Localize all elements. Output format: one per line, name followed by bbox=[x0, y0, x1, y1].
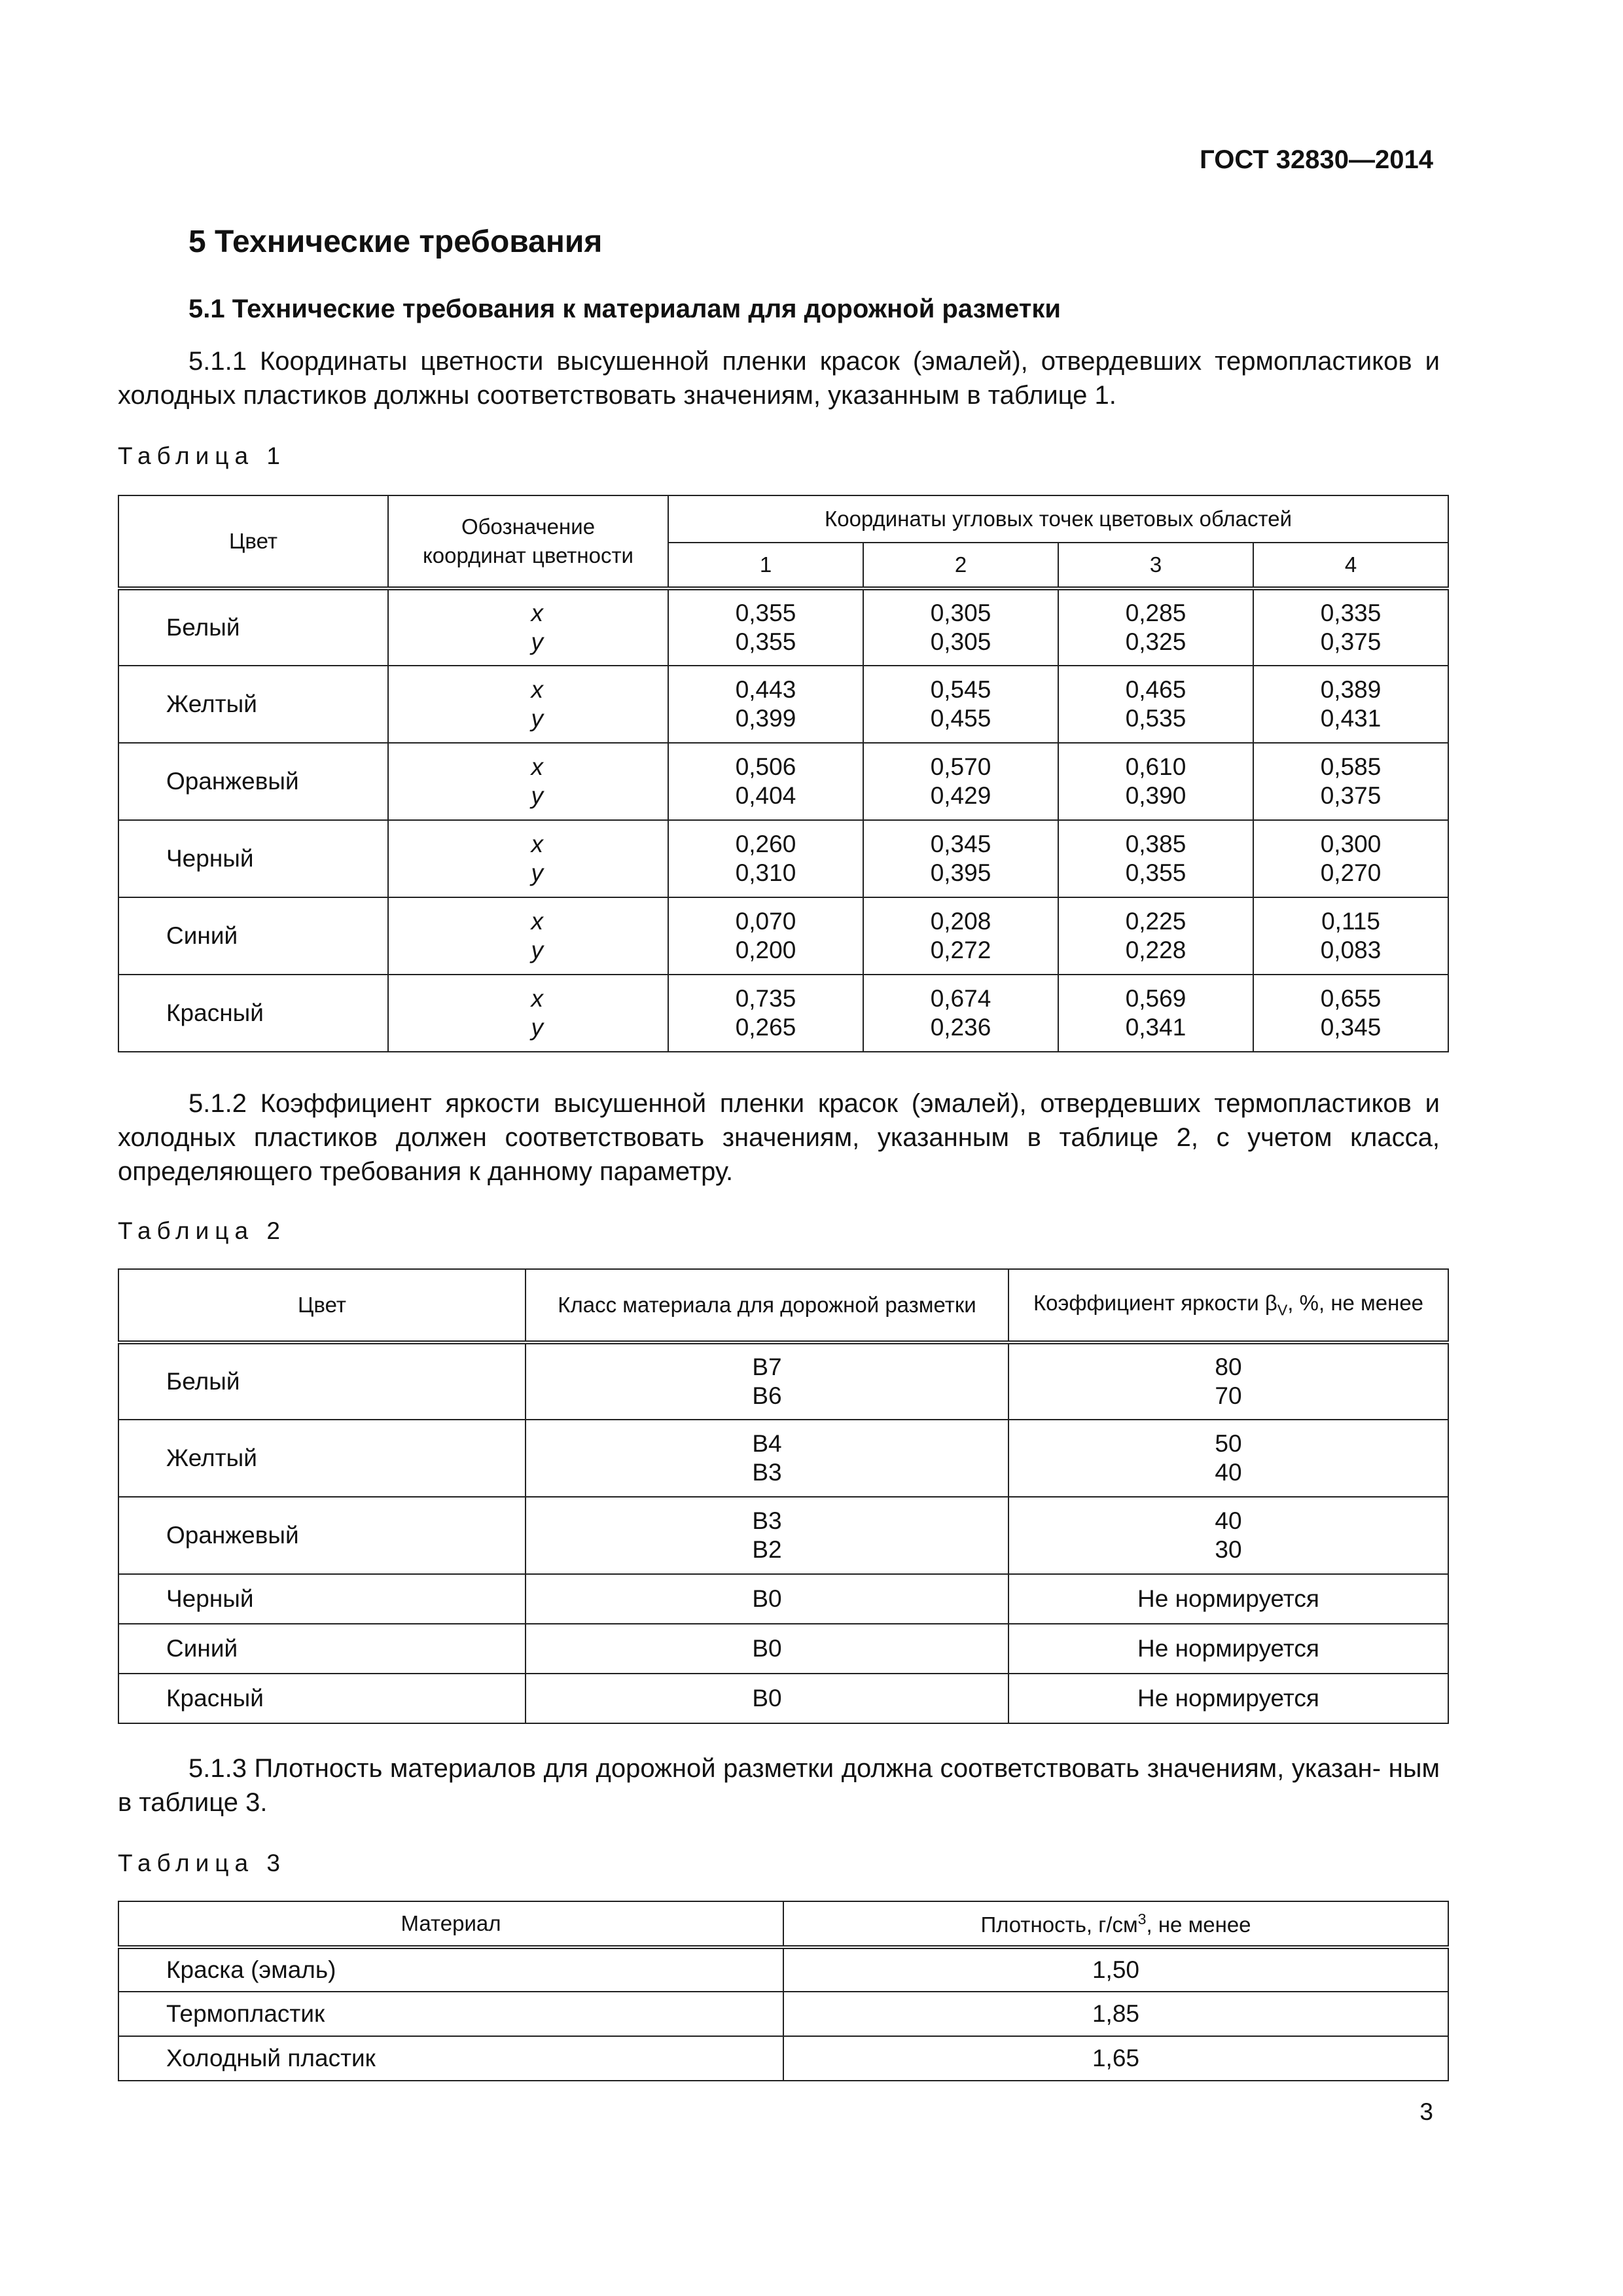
material-class: В7 В6 bbox=[526, 1342, 1008, 1420]
color-name: Желтый bbox=[118, 1420, 526, 1497]
point-4-values: 0,655 0,345 bbox=[1253, 975, 1448, 1052]
point-1-values: 0,355 0,355 bbox=[668, 588, 863, 666]
table-2-header-color: Цвет bbox=[118, 1269, 526, 1342]
table-1-header-point-4: 4 bbox=[1253, 543, 1448, 588]
table-row bbox=[118, 743, 1448, 820]
color-name: Белый bbox=[118, 1342, 526, 1420]
density-value: 1,85 bbox=[783, 1992, 1448, 2036]
table-row bbox=[118, 1574, 1448, 1624]
table-1-header-point-1: 1 bbox=[668, 543, 863, 588]
table-row bbox=[118, 1342, 1448, 1420]
axis-labels: x y bbox=[388, 666, 668, 743]
color-name: Синий bbox=[118, 1624, 526, 1674]
table-row bbox=[118, 1947, 1448, 1992]
material-name: Термопластик bbox=[118, 1992, 783, 2036]
point-1-values: 0,260 0,310 bbox=[668, 820, 863, 897]
point-3-values: 0,225 0,228 bbox=[1058, 897, 1253, 975]
table-2-header-luminance-coefficient: Коэффициент яркости $\beta_V$, %, не менее bbox=[1008, 1269, 1448, 1342]
point-3-values: 0,569 0,341 bbox=[1058, 975, 1253, 1052]
table-1-header-color: Цвет bbox=[118, 495, 388, 588]
table-row bbox=[118, 1674, 1448, 1723]
table-row bbox=[118, 897, 1448, 975]
table-row bbox=[118, 975, 1448, 1052]
color-name: Черный bbox=[118, 1574, 526, 1624]
paragraph-5-1-2: 5.1.2 Коэффициент яркости высушенной пленки красок (эмалей), отвердевших термопластиков и холодных пластиков должен соответствовать значениям, указанным в таблице 2, с учетом класса, определяющего требования к данному параметру. bbox=[118, 1089, 1440, 1186]
table-1-header-designation: Обозначение координат цветности bbox=[388, 495, 668, 588]
point-2-values: 0,208 0,272 bbox=[863, 897, 1058, 975]
point-1-values: 0,443 0,399 bbox=[668, 666, 863, 743]
material-name: Холодный пластик bbox=[118, 2036, 783, 2081]
point-2-values: 0,305 0,305 bbox=[863, 588, 1058, 666]
color-name: Оранжевый bbox=[118, 743, 388, 820]
luminance-value: Не нормируется bbox=[1008, 1624, 1448, 1674]
point-2-values: 0,345 0,395 bbox=[863, 820, 1058, 897]
point-4-values: 0,300 0,270 bbox=[1253, 820, 1448, 897]
table-row bbox=[118, 1624, 1448, 1674]
axis-labels: x y bbox=[388, 897, 668, 975]
luminance-value: Не нормируется bbox=[1008, 1674, 1448, 1723]
point-1-values: 0,506 0,404 bbox=[668, 743, 863, 820]
point-2-values: 0,570 0,429 bbox=[863, 743, 1058, 820]
paragraph-5-1-3: 5.1.3 Плотность материалов для дорожной разметки должна соответствовать значениям, указан- ным в таблице 3. bbox=[118, 1754, 1440, 1817]
color-name: Черный bbox=[118, 820, 388, 897]
point-4-values: 0,585 0,375 bbox=[1253, 743, 1448, 820]
color-name: Оранжевый bbox=[118, 1497, 526, 1574]
point-4-values: 0,115 0,083 bbox=[1253, 897, 1448, 975]
table-row bbox=[118, 588, 1448, 666]
color-name: Белый bbox=[118, 588, 388, 666]
table-2 bbox=[118, 1268, 1449, 1724]
color-name: Желтый bbox=[118, 666, 388, 743]
page-number: 3 bbox=[1419, 2098, 1433, 2125]
table-3 bbox=[118, 1901, 1449, 2081]
point-2-values: 0,674 0,236 bbox=[863, 975, 1058, 1052]
axis-labels: x y bbox=[388, 975, 668, 1052]
table-1-caption: Таблица 1 bbox=[118, 442, 286, 469]
color-name: Красный bbox=[118, 1674, 526, 1723]
table-row bbox=[118, 1497, 1448, 1574]
axis-labels: x y bbox=[388, 588, 668, 666]
table-1-header-point-3: 3 bbox=[1058, 543, 1253, 588]
table-row bbox=[118, 820, 1448, 897]
material-class: В3 В2 bbox=[526, 1497, 1008, 1574]
luminance-value: 80 70 bbox=[1008, 1342, 1448, 1420]
subsection-title: 5.1 Технические требования к материалам для дорожной разметки bbox=[188, 295, 1061, 323]
axis-labels: x y bbox=[388, 743, 668, 820]
point-4-values: 0,389 0,431 bbox=[1253, 666, 1448, 743]
point-3-values: 0,285 0,325 bbox=[1058, 588, 1253, 666]
table-row bbox=[118, 1992, 1448, 2036]
paragraph-5-1-1: 5.1.1 Координаты цветности высушенной пленки красок (эмалей), отвердевших термопластиков и холодных пластиков должны соответствовать значениям, указанным в таблице 1. bbox=[118, 347, 1440, 410]
material-class: В0 bbox=[526, 1624, 1008, 1674]
point-2-values: 0,545 0,455 bbox=[863, 666, 1058, 743]
density-value: 1,50 bbox=[783, 1947, 1448, 1992]
table-1 bbox=[118, 495, 1449, 1052]
table-2-header-class: Класс материала для дорожной разметки bbox=[526, 1269, 1008, 1342]
table-row bbox=[118, 1420, 1448, 1497]
point-1-values: 0,735 0,265 bbox=[668, 975, 863, 1052]
table-row bbox=[118, 666, 1448, 743]
color-name: Красный bbox=[118, 975, 388, 1052]
table-3-header-density: Плотность, $г/см^3$, не менее bbox=[783, 1901, 1448, 1947]
table-3-caption: Таблица 3 bbox=[118, 1850, 286, 1876]
section-title: 5 Технические требования bbox=[188, 224, 603, 259]
point-4-values: 0,335 0,375 bbox=[1253, 588, 1448, 666]
point-3-values: 0,465 0,535 bbox=[1058, 666, 1253, 743]
material-class: В4 В3 bbox=[526, 1420, 1008, 1497]
density-value: 1,65 bbox=[783, 2036, 1448, 2081]
table-3-header-material: Материал bbox=[118, 1901, 783, 1947]
luminance-value: 40 30 bbox=[1008, 1497, 1448, 1574]
material-name: Краска (эмаль) bbox=[118, 1947, 783, 1992]
table-1-header-coordinates: Координаты угловых точек цветовых областей bbox=[668, 495, 1448, 543]
material-class: В0 bbox=[526, 1574, 1008, 1624]
table-1-header-point-2: 2 bbox=[863, 543, 1058, 588]
luminance-value: Не нормируется bbox=[1008, 1574, 1448, 1624]
point-1-values: 0,070 0,200 bbox=[668, 897, 863, 975]
point-3-values: 0,610 0,390 bbox=[1058, 743, 1253, 820]
color-name: Синий bbox=[118, 897, 388, 975]
axis-labels: x y bbox=[388, 820, 668, 897]
document-id: ГОСТ 32830—2014 bbox=[1200, 145, 1433, 174]
point-3-values: 0,385 0,355 bbox=[1058, 820, 1253, 897]
material-class: В0 bbox=[526, 1674, 1008, 1723]
luminance-value: 50 40 bbox=[1008, 1420, 1448, 1497]
table-2-caption: Таблица 2 bbox=[118, 1217, 286, 1244]
table-row bbox=[118, 2036, 1448, 2081]
